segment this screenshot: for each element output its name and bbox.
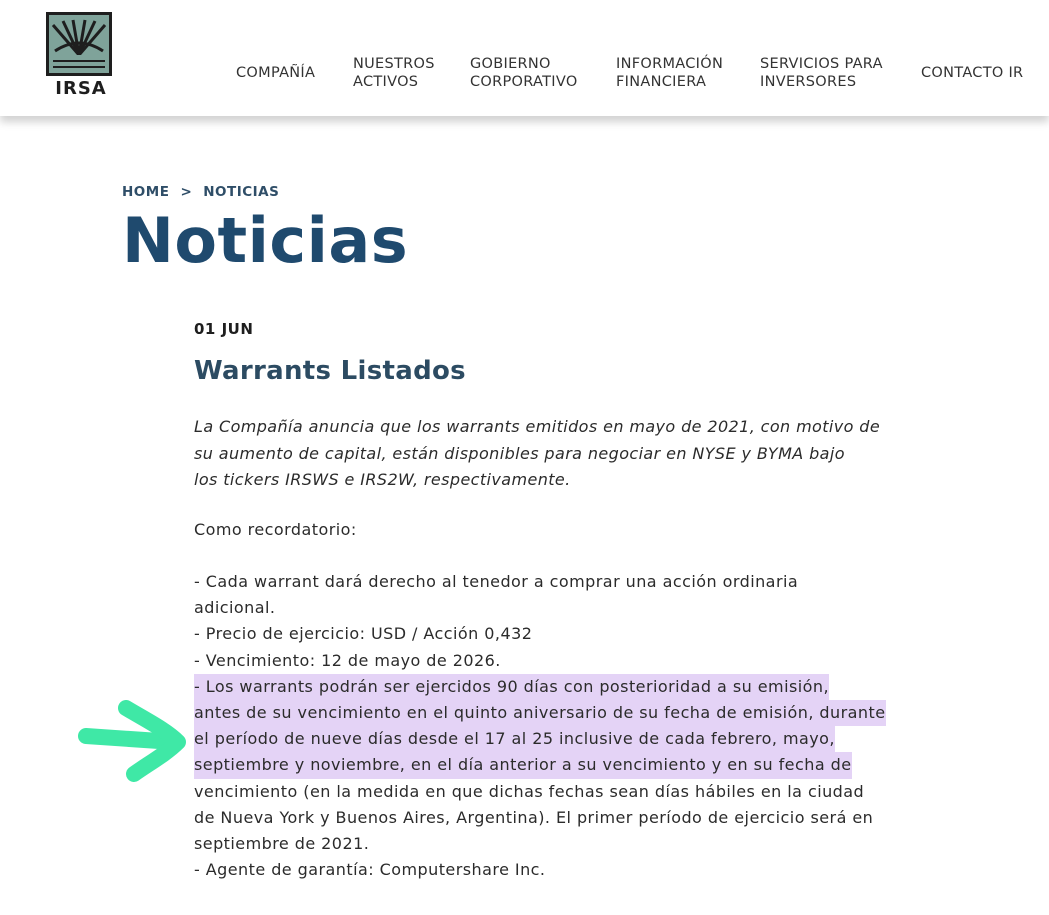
nav-label: FINANCIERA [616,74,707,90]
list-line: septiembre de 2021. [194,834,370,854]
warrant-terms-list [194,569,924,883]
nav-label: CORPORATIVO [470,74,578,90]
list-line: vencimiento (en la medida en que dichas fechas sean días hábiles en la ciudad [194,781,865,801]
nav-item-servicios-inversores[interactable] [760,55,883,91]
nav-item-contacto-ir[interactable] [921,64,1023,82]
list-line: - Vencimiento: 12 de mayo de 2026. [194,650,501,670]
intro-line: La Compañía anuncia que los warrants emitidos en mayo de 2021, con motivo de [194,417,881,436]
article-date: 01 JUN [194,320,254,338]
list-line: - Agente de garantía: Computershare Inc. [194,860,546,880]
nav-item-informacion-financiera[interactable] [616,55,723,91]
reminder-text [194,517,924,543]
breadcrumb-separator: > [180,184,193,200]
highlighted-line: el período de nueve días desde el 17 al 25 inclusive de cada febrero, mayo, [194,726,835,752]
breadcrumb-current-link[interactable]: NOTICIAS [203,184,280,200]
list-line: - Cada warrant dará derecho al tenedor a comprar una acción ordinaria [194,572,799,591]
reminder-line: Como recordatorio: [194,520,357,539]
nav-label: COMPAÑÍA [236,65,316,81]
nav-item-gobierno-corporativo[interactable] [470,55,578,91]
site-header [0,0,1049,116]
nav-label: CONTACTO IR [921,65,1024,81]
page-title: Noticias [122,204,409,277]
list-line: adicional. [194,598,276,618]
highlighted-line: antes de su vencimiento en el quinto aniversario de su fecha de emisión, durante [194,700,886,726]
nav-item-compania[interactable] [236,64,315,82]
highlighted-line: - Los warrants podrán ser ejercidos 90 días con posterioridad a su emisión, [194,674,829,700]
article-intro [194,414,914,494]
article-title: Warrants Listados [194,356,466,386]
list-line: de Nueva York y Buenos Aires, Argentina). El primer período de ejercicio será en [194,807,874,827]
intro-line: su aumento de capital, están disponibles para negociar en NYSE y BYMA bajo [194,443,845,463]
breadcrumb [122,184,279,200]
nav-label: GOBIERNO [470,56,551,72]
nav-label: ACTIVOS [353,74,419,90]
nav-item-nuestros-activos[interactable] [353,55,435,91]
nav-label: SERVICIOS PARA [760,56,883,72]
main-nav [0,0,1049,116]
list-line: - Precio de ejercicio: USD / Acción 0,432 [194,624,533,644]
arrow-annotation-icon [74,700,194,784]
breadcrumb-home-link[interactable]: HOME [122,184,170,200]
highlighted-line: septiembre y noviembre, en el día anterior a su vencimiento y en su fecha de [194,752,852,778]
nav-label: NUESTROS [353,56,435,72]
logo-text: IRSA [55,78,107,99]
nav-label: INVERSORES [760,74,857,90]
nav-label: INFORMACIÓN [616,56,724,72]
intro-line: los tickers IRSWS e IRS2W, respectivamente. [194,470,571,490]
